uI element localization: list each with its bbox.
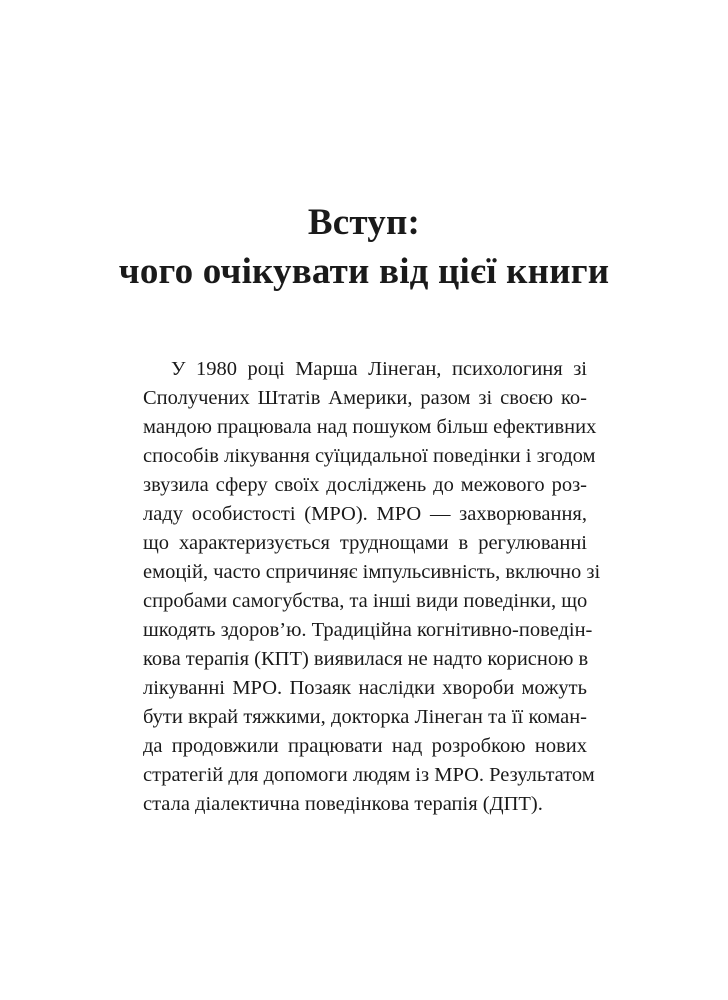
body-line: стала діалектична поведінкова терапія (ДПТ). <box>143 793 543 815</box>
body-line: ладу особистості (МРО). МРО — захворювання, <box>143 503 587 525</box>
body-line: бути вкрай тяжкими, докторка Лінеган та її коман- <box>143 706 587 728</box>
body-line: способів лікування суїцидальної поведінки і згодом <box>143 445 596 467</box>
body-paragraph <box>143 355 601 819</box>
body-line: У 1980 році Марша Лінеган, психологиня зі <box>171 358 587 380</box>
body-line: звузила сферу своїх досліджень до межового роз- <box>143 474 587 496</box>
body-line: Сполучених Штатів Америки, разом зі своєю ко- <box>143 387 587 409</box>
body-line: спробами самогубства, та інші види поведінки, що <box>143 590 588 612</box>
chapter-title <box>0 198 728 296</box>
body-line: мандою працювала над пошуком більш ефективних <box>143 416 597 438</box>
chapter-title-line-1: Вступ: <box>307 202 421 243</box>
body-line: да продовжили працювати над розробкою нових <box>143 735 587 757</box>
body-line: шкодять здоров’ю. Традиційна когнітивно-поведін- <box>143 619 593 641</box>
body-line: емоцій, часто спричиняє імпульсивність, включно зі <box>143 561 601 583</box>
body-line: лікуванні МРО. Позаяк наслідки хвороби можуть <box>143 677 587 699</box>
body-line: кова терапія (КПТ) виявилася не надто корисною в <box>143 648 589 670</box>
body-line: стратегій для допомоги людям із МРО. Результатом <box>143 764 595 786</box>
chapter-title-line-2: чого очікувати від цієї книги <box>118 251 610 292</box>
body-line: що характеризується труднощами в регулюванні <box>143 532 587 554</box>
